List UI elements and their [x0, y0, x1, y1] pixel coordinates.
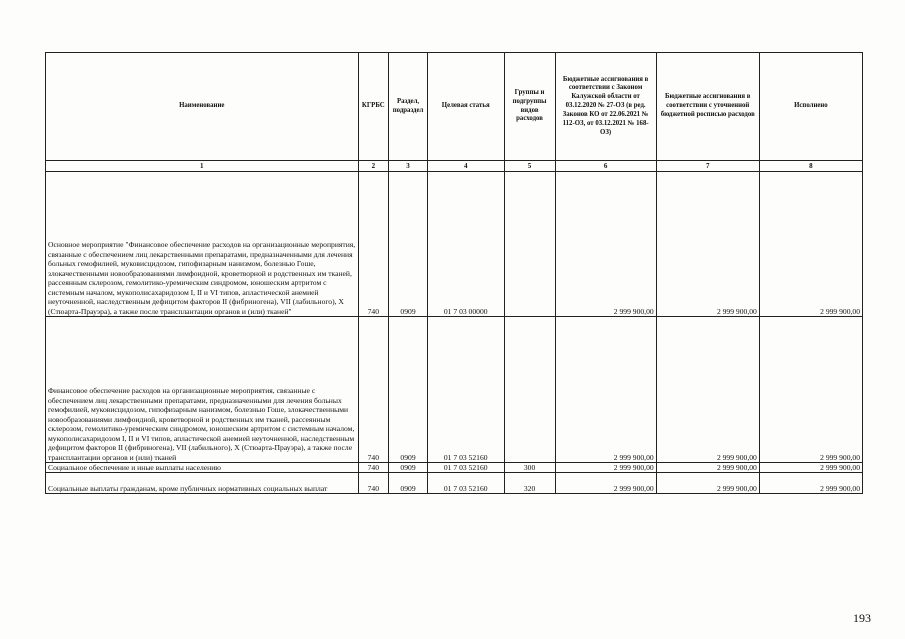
row-group: 300: [504, 463, 555, 473]
table-row: [46, 317, 863, 463]
column-number-row: [46, 161, 863, 172]
row-target: 01 7 03 52160: [427, 473, 504, 494]
table-row: [46, 463, 863, 473]
row-kgrbs: 740: [358, 463, 389, 473]
row-section: 0909: [389, 317, 428, 463]
table-row: [46, 473, 863, 494]
row-refined-amount: 2 999 900,00: [656, 473, 759, 494]
row-section: 0909: [389, 473, 428, 494]
header-executed: Исполнено: [759, 53, 862, 161]
row-target: 01 7 03 00000: [427, 172, 504, 317]
row-executed-amount: 2 999 900,00: [759, 317, 862, 463]
column-number: 6: [555, 161, 656, 172]
header-row: [46, 53, 863, 161]
column-number: 5: [504, 161, 555, 172]
row-section: 0909: [389, 172, 428, 317]
row-target: 01 7 03 52160: [427, 463, 504, 473]
row-name: Социальное обеспечение и иные выплаты населению: [46, 463, 359, 473]
row-law-amount: 2 999 900,00: [555, 463, 656, 473]
row-law-amount: 2 999 900,00: [555, 172, 656, 317]
row-kgrbs: 740: [358, 317, 389, 463]
row-kgrbs: 740: [358, 172, 389, 317]
row-group: 320: [504, 473, 555, 494]
column-number: 8: [759, 161, 862, 172]
column-number: 7: [656, 161, 759, 172]
budget-execution-table: [45, 52, 863, 494]
header-section: Раздел, подраздел: [389, 53, 428, 161]
row-name: Финансовое обеспечение расходов на организационные мероприятия, связанные с обеспечением лиц лекарственными препаратами, предназначенными для лечения больных гемофилией, муковисцидозом, гипофизарным нанизмом, болезнью Гоше, злокачественными новообразованиями лимфоидной, кроветворной и родственных им тканей, рассеянным склерозом, гемолитико-уремическим синдромом, юношеским артритом с системным началом, мукополисахаридозом I, II и VI типов, апластической анемией неуточненной, наследственным дефицитом факторов II (фибриногена), VII (лабильного), X (Стюарта-Прауэра), а также после трансплантации органов и (или) тканей: [46, 317, 359, 463]
row-refined-amount: 2 999 900,00: [656, 463, 759, 473]
row-executed-amount: 2 999 900,00: [759, 473, 862, 494]
header-group: Группы и подгруппы видов расходов: [504, 53, 555, 161]
page-number: 193: [853, 611, 871, 625]
column-number: 1: [46, 161, 359, 172]
table-row: [46, 172, 863, 317]
header-refined: Бюджетные ассигнования в соответствии с уточненной бюджетной росписью расходов: [656, 53, 759, 161]
row-executed-amount: 2 999 900,00: [759, 172, 862, 317]
row-target: 01 7 03 52160: [427, 317, 504, 463]
column-number: 4: [427, 161, 504, 172]
header-law: Бюджетные ассигнования в соответствии с Законом Калужской области от 03.12.2020 № 27-ОЗ (в ред. Законов КО от 22.06.2021 № 112-ОЗ, от 03.12.2021 № 168-ОЗ): [555, 53, 656, 161]
column-number: 2: [358, 161, 389, 172]
row-refined-amount: 2 999 900,00: [656, 172, 759, 317]
row-name: Основное мероприятие "Финансовое обеспечение расходов на организационные мероприятия, связанные с обеспечением лиц лекарственными препаратами, предназначенными для лечения больных гемофилией, муковисцидозом, гипофизарным нанизмом, болезнью Гоше, злокачественными новообразованиями лимфоидной, кроветворной и родственных им тканей, рассеянным склерозом, гемолитико-уремическим синдромом, юношеским артритом с системным началом, мукополисахаридозом I, II и VI типов, апластической анемией неуточненной, наследственным дефицитом факторов II (фибриногена), VII (лабильного), X (Стюарта-Прауэра), а также после трансплантации органов и (или) тканей": [46, 172, 359, 317]
row-executed-amount: 2 999 900,00: [759, 463, 862, 473]
row-name: Социальные выплаты гражданам, кроме публичных нормативных социальных выплат: [46, 473, 359, 494]
row-law-amount: 2 999 900,00: [555, 317, 656, 463]
row-kgrbs: 740: [358, 473, 389, 494]
row-law-amount: 2 999 900,00: [555, 473, 656, 494]
row-section: 0909: [389, 463, 428, 473]
header-kgrbs: КГРБС: [358, 53, 389, 161]
header-name: Наименование: [46, 53, 359, 161]
header-target: Целевая статья: [427, 53, 504, 161]
row-group: [504, 317, 555, 463]
row-group: [504, 172, 555, 317]
column-number: 3: [389, 161, 428, 172]
row-refined-amount: 2 999 900,00: [656, 317, 759, 463]
